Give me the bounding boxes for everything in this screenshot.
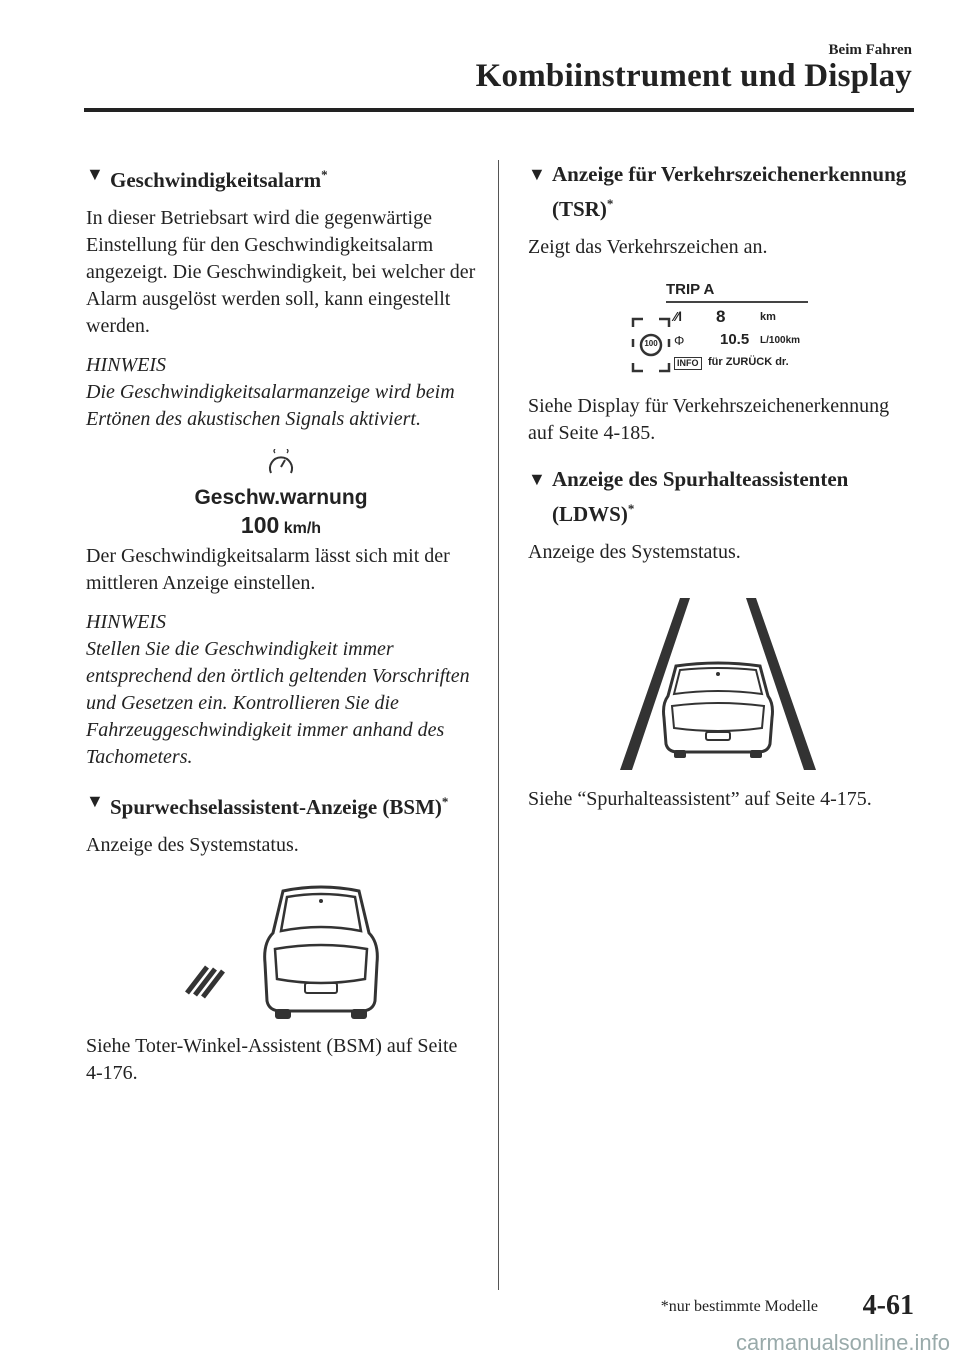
- tsr-sign-value: 100: [644, 339, 658, 348]
- left-column: [86, 160, 476, 1099]
- bsm-reference: Siehe Toter-Winkel-Assistent (BSM) auf Seite 4-176.: [86, 1035, 458, 1084]
- column-divider: [498, 160, 499, 1290]
- info-badge: INFO: [674, 357, 702, 370]
- tsr-reference: Siehe Display für Verkehrszeichenerkennung auf Seite 4-185.: [528, 395, 890, 444]
- car-rear-icon: [261, 883, 381, 1021]
- heading-bsm: ▼ Spurwechselassistent-Anzeige (BSM)*: [86, 787, 476, 822]
- footer-note: *nur bestimmte Modelle: [660, 1298, 818, 1315]
- trip-rule: [666, 301, 808, 303]
- page-title: Kombiinstrument und Display: [475, 58, 912, 94]
- header-rule: [84, 108, 914, 112]
- ldws-illustration: [528, 596, 918, 776]
- tsr-display: [528, 281, 918, 389]
- triangle-icon: ▼: [528, 164, 546, 184]
- right-column: [528, 160, 918, 825]
- heading-tsr: ▼ Anzeige für Verkehrszeichenerkennung (TSR)*: [528, 160, 918, 224]
- speed-alarm-display: [86, 449, 476, 539]
- speed-alarm-text-2: Der Geschwindigkeitsalarm lässt sich mit der mittleren Anzeige einstellen.: [86, 545, 450, 594]
- ldws-text: Anzeige des Systemstatus.: [528, 541, 741, 563]
- trip-distance-unit: km: [760, 311, 776, 323]
- display-label: Geschw.warnung: [194, 486, 368, 509]
- speedometer-icon: [266, 449, 296, 477]
- phi-icon: Φ: [674, 333, 685, 348]
- watermark: carmanualsonline.info: [735, 1330, 950, 1355]
- note-title: HINWEIS: [86, 354, 166, 376]
- note2-title: HINWEIS: [86, 611, 166, 633]
- triangle-icon: ▼: [86, 164, 104, 184]
- speed-alarm-text: In dieser Betriebsart wird die gegenwärtige Einstellung für den Geschwindigkeitsalarm angezeigt. Die Geschwindigkeit, bei welcher der Alarm ausgelöst werden soll, kann eingestellt werden.: [86, 207, 476, 337]
- blind-spot-waves-icon: [181, 949, 231, 999]
- trip-distance-value: 8: [716, 307, 726, 326]
- info-text: für ZURÜCK dr.: [708, 356, 789, 368]
- triangle-icon: ▼: [528, 469, 546, 489]
- bsm-text: Anzeige des Systemstatus.: [86, 834, 299, 856]
- fuel-economy-unit: L/100km: [760, 335, 801, 346]
- heading-speed-alarm: ▼ Geschwindigkeitsalarm*: [86, 160, 476, 195]
- fuel-icon: ⁄⁄l: [674, 309, 682, 324]
- note-text: Die Geschwindigkeitsalarmanzeige wird beim Ertönen des akustischen Signals aktiviert.: [86, 381, 455, 430]
- display-value: 100 km/h: [240, 512, 322, 538]
- page-number: 4-61: [862, 1290, 914, 1321]
- triangle-icon: ▼: [86, 791, 104, 811]
- fuel-economy-value: 10.5: [720, 331, 750, 348]
- note2-text: Stellen Sie die Geschwindigkeit immer entsprechend den örtlich geltenden Vorschriften und Gesetzen ein. Kontrollieren Sie die Fahrzeuggeschwindigkeit immer anhand des Tachometers.: [86, 638, 470, 768]
- ldws-reference: Siehe “Spurhalteassistent” auf Seite 4-175.: [528, 788, 872, 810]
- section-label: Beim Fahren: [828, 42, 912, 58]
- bsm-illustration: [86, 883, 476, 1023]
- tsr-text: Zeigt das Verkehrszeichen an.: [528, 236, 768, 258]
- heading-ldws: ▼ Anzeige des Spurhalteassistenten (LDWS)*: [528, 465, 918, 529]
- lane-car-icon: [618, 596, 818, 772]
- trip-label: TRIP A: [666, 281, 715, 298]
